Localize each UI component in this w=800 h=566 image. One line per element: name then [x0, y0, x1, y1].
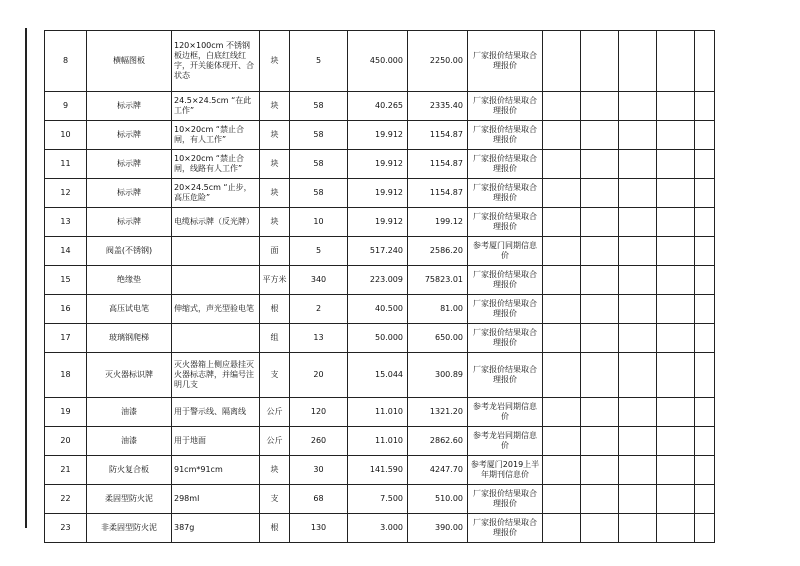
empty-cell	[619, 208, 657, 237]
item-spec	[172, 266, 260, 295]
table-row	[45, 31, 715, 92]
item-name: 柔固型防火泥	[87, 485, 172, 514]
empty-cell	[581, 237, 619, 266]
empty-cell	[543, 208, 581, 237]
item-unit: 公斤	[260, 427, 290, 456]
item-note: 厂家报价结果取合理报价	[468, 208, 543, 237]
item-note: 参考厦门2019上半年期刊信息价	[468, 456, 543, 485]
empty-cell	[695, 31, 715, 92]
empty-cell	[619, 92, 657, 121]
item-name: 玻璃钢爬梯	[87, 324, 172, 353]
item-price: 40.265	[348, 92, 408, 121]
empty-cell	[581, 266, 619, 295]
item-price: 517.240	[348, 237, 408, 266]
item-qty: 58	[290, 121, 348, 150]
item-price: 50.000	[348, 324, 408, 353]
item-unit: 块	[260, 456, 290, 485]
item-qty: 68	[290, 485, 348, 514]
empty-cell	[695, 353, 715, 398]
empty-cell	[619, 295, 657, 324]
empty-cell	[581, 353, 619, 398]
row-number: 22	[45, 485, 87, 514]
empty-cell	[695, 208, 715, 237]
item-name: 防火复合板	[87, 456, 172, 485]
empty-cell	[543, 485, 581, 514]
item-note: 厂家报价结果取合理报价	[468, 353, 543, 398]
item-spec: 387g	[172, 514, 260, 543]
row-number: 12	[45, 179, 87, 208]
item-spec: 20×24.5cm “止步，高压危险”	[172, 179, 260, 208]
item-qty: 20	[290, 353, 348, 398]
item-unit: 块	[260, 150, 290, 179]
empty-cell	[543, 121, 581, 150]
item-note: 厂家报价结果取合理报价	[468, 121, 543, 150]
empty-cell	[581, 427, 619, 456]
empty-cell	[581, 295, 619, 324]
empty-cell	[695, 121, 715, 150]
empty-cell	[695, 295, 715, 324]
item-amount: 2250.00	[408, 31, 468, 92]
item-note: 厂家报价结果取合理报价	[468, 514, 543, 543]
empty-cell	[657, 237, 695, 266]
table-row	[45, 353, 715, 398]
empty-cell	[657, 92, 695, 121]
empty-cell	[543, 266, 581, 295]
item-name: 绝缘垫	[87, 266, 172, 295]
table-row	[45, 92, 715, 121]
item-qty: 5	[290, 31, 348, 92]
item-spec: 灭火器箱上侧应悬挂灭火器标志牌，并编号注明几支	[172, 353, 260, 398]
item-price: 11.010	[348, 398, 408, 427]
empty-cell	[581, 92, 619, 121]
empty-cell	[695, 398, 715, 427]
item-unit: 面	[260, 237, 290, 266]
item-unit: 块	[260, 179, 290, 208]
item-amount: 390.00	[408, 514, 468, 543]
empty-cell	[581, 324, 619, 353]
empty-cell	[543, 31, 581, 92]
item-spec: 120×100cm 不锈钢板边框，白底红线红字，开关能体现开、合状态	[172, 31, 260, 92]
item-amount: 650.00	[408, 324, 468, 353]
row-number: 16	[45, 295, 87, 324]
item-unit: 支	[260, 353, 290, 398]
empty-cell	[581, 121, 619, 150]
table-body	[45, 31, 715, 543]
item-price: 19.912	[348, 179, 408, 208]
row-number: 15	[45, 266, 87, 295]
empty-cell	[543, 150, 581, 179]
item-note: 厂家报价结果取合理报价	[468, 485, 543, 514]
empty-cell	[619, 353, 657, 398]
empty-cell	[619, 31, 657, 92]
empty-cell	[619, 179, 657, 208]
item-name: 阀盖(不锈钢)	[87, 237, 172, 266]
item-qty: 58	[290, 150, 348, 179]
item-price: 7.500	[348, 485, 408, 514]
item-spec: 10×20cm “禁止合闸，有人工作”	[172, 121, 260, 150]
empty-cell	[619, 485, 657, 514]
item-amount: 1154.87	[408, 121, 468, 150]
empty-cell	[695, 266, 715, 295]
empty-cell	[619, 456, 657, 485]
empty-cell	[619, 398, 657, 427]
row-number: 14	[45, 237, 87, 266]
row-number: 21	[45, 456, 87, 485]
item-price: 40.500	[348, 295, 408, 324]
item-unit: 根	[260, 514, 290, 543]
empty-cell	[657, 398, 695, 427]
table-row	[45, 266, 715, 295]
empty-cell	[581, 514, 619, 543]
price-table	[44, 30, 715, 543]
empty-cell	[695, 237, 715, 266]
item-price: 3.000	[348, 514, 408, 543]
empty-cell	[619, 324, 657, 353]
empty-cell	[543, 353, 581, 398]
empty-cell	[695, 179, 715, 208]
empty-cell	[695, 92, 715, 121]
empty-cell	[657, 353, 695, 398]
empty-cell	[695, 324, 715, 353]
empty-cell	[581, 179, 619, 208]
item-qty: 130	[290, 514, 348, 543]
empty-cell	[619, 514, 657, 543]
item-note: 厂家报价结果取合理报价	[468, 150, 543, 179]
empty-cell	[581, 485, 619, 514]
item-spec: 电缆标示牌（反光牌）	[172, 208, 260, 237]
item-qty: 340	[290, 266, 348, 295]
item-spec	[172, 237, 260, 266]
item-amount: 300.89	[408, 353, 468, 398]
row-number: 13	[45, 208, 87, 237]
empty-cell	[543, 324, 581, 353]
table-row	[45, 514, 715, 543]
table-row	[45, 179, 715, 208]
item-name: 灭火器标识牌	[87, 353, 172, 398]
empty-cell	[543, 427, 581, 456]
item-unit: 公斤	[260, 398, 290, 427]
item-unit: 组	[260, 324, 290, 353]
item-qty: 58	[290, 179, 348, 208]
item-name: 油漆	[87, 427, 172, 456]
item-amount: 1154.87	[408, 150, 468, 179]
item-spec	[172, 324, 260, 353]
item-amount: 81.00	[408, 295, 468, 324]
empty-cell	[581, 150, 619, 179]
empty-cell	[657, 150, 695, 179]
empty-cell	[619, 427, 657, 456]
row-number: 23	[45, 514, 87, 543]
item-note: 参考龙岩同期信息价	[468, 427, 543, 456]
empty-cell	[657, 266, 695, 295]
empty-cell	[543, 398, 581, 427]
item-qty: 2	[290, 295, 348, 324]
empty-cell	[695, 514, 715, 543]
empty-cell	[657, 514, 695, 543]
item-amount: 75823.01	[408, 266, 468, 295]
empty-cell	[543, 295, 581, 324]
item-note: 厂家报价结果取合理报价	[468, 295, 543, 324]
item-amount: 510.00	[408, 485, 468, 514]
table-row	[45, 485, 715, 514]
item-note: 参考龙岩同期信息价	[468, 398, 543, 427]
empty-cell	[657, 179, 695, 208]
empty-cell	[619, 237, 657, 266]
empty-cell	[543, 237, 581, 266]
item-note: 厂家报价结果取合理报价	[468, 324, 543, 353]
table-row	[45, 150, 715, 179]
row-number: 19	[45, 398, 87, 427]
item-qty: 30	[290, 456, 348, 485]
empty-cell	[657, 31, 695, 92]
item-spec: 91cm*91cm	[172, 456, 260, 485]
empty-cell	[657, 324, 695, 353]
table-row	[45, 208, 715, 237]
row-number: 20	[45, 427, 87, 456]
item-name: 横幅图板	[87, 31, 172, 92]
item-amount: 199.12	[408, 208, 468, 237]
table-row	[45, 237, 715, 266]
row-number: 18	[45, 353, 87, 398]
item-spec: 用于地面	[172, 427, 260, 456]
item-unit: 块	[260, 121, 290, 150]
item-price: 141.590	[348, 456, 408, 485]
empty-cell	[619, 266, 657, 295]
row-number: 8	[45, 31, 87, 92]
item-spec: 10×20cm “禁止合闸，线路有人工作”	[172, 150, 260, 179]
row-number: 10	[45, 121, 87, 150]
item-note: 参考厦门同期信息价	[468, 237, 543, 266]
empty-cell	[657, 208, 695, 237]
item-spec: 用于警示线、隔离线	[172, 398, 260, 427]
item-spec: 伸缩式，声光型验电笔	[172, 295, 260, 324]
item-unit: 根	[260, 295, 290, 324]
item-note: 厂家报价结果取合理报价	[468, 92, 543, 121]
item-name: 油漆	[87, 398, 172, 427]
table-row	[45, 398, 715, 427]
item-amount: 2335.40	[408, 92, 468, 121]
item-amount: 2862.60	[408, 427, 468, 456]
table-row	[45, 427, 715, 456]
item-unit: 块	[260, 92, 290, 121]
item-price: 15.044	[348, 353, 408, 398]
empty-cell	[543, 179, 581, 208]
item-unit: 块	[260, 31, 290, 92]
empty-cell	[695, 485, 715, 514]
item-unit: 支	[260, 485, 290, 514]
table-row	[45, 121, 715, 150]
item-qty: 58	[290, 92, 348, 121]
empty-cell	[581, 456, 619, 485]
item-price: 19.912	[348, 121, 408, 150]
empty-cell	[695, 456, 715, 485]
item-name: 非柔固型防火泥	[87, 514, 172, 543]
table-row	[45, 295, 715, 324]
item-note: 厂家报价结果取合理报价	[468, 31, 543, 92]
empty-cell	[543, 514, 581, 543]
empty-cell	[619, 150, 657, 179]
empty-cell	[581, 31, 619, 92]
item-unit: 平方米	[260, 266, 290, 295]
item-price: 19.912	[348, 150, 408, 179]
empty-cell	[695, 427, 715, 456]
empty-cell	[657, 456, 695, 485]
item-qty: 260	[290, 427, 348, 456]
binding-rule	[25, 28, 27, 528]
empty-cell	[657, 427, 695, 456]
table-row	[45, 324, 715, 353]
empty-cell	[657, 295, 695, 324]
item-amount: 1321.20	[408, 398, 468, 427]
empty-cell	[657, 485, 695, 514]
item-name: 标示牌	[87, 179, 172, 208]
row-number: 11	[45, 150, 87, 179]
row-number: 9	[45, 92, 87, 121]
empty-cell	[657, 121, 695, 150]
item-note: 厂家报价结果取合理报价	[468, 179, 543, 208]
item-amount: 1154.87	[408, 179, 468, 208]
table-row	[45, 456, 715, 485]
item-price: 223.009	[348, 266, 408, 295]
item-spec: 298ml	[172, 485, 260, 514]
item-price: 19.912	[348, 208, 408, 237]
item-name: 标示牌	[87, 208, 172, 237]
empty-cell	[543, 92, 581, 121]
empty-cell	[581, 208, 619, 237]
item-name: 高压试电笔	[87, 295, 172, 324]
item-name: 标示牌	[87, 121, 172, 150]
item-amount: 2586.20	[408, 237, 468, 266]
item-price: 450.000	[348, 31, 408, 92]
item-qty: 10	[290, 208, 348, 237]
row-number: 17	[45, 324, 87, 353]
item-spec: 24.5×24.5cm “在此工作”	[172, 92, 260, 121]
item-name: 标示牌	[87, 150, 172, 179]
empty-cell	[543, 456, 581, 485]
item-note: 厂家报价结果取合理报价	[468, 266, 543, 295]
item-price: 11.010	[348, 427, 408, 456]
item-qty: 5	[290, 237, 348, 266]
item-name: 标示牌	[87, 92, 172, 121]
item-qty: 120	[290, 398, 348, 427]
empty-cell	[619, 121, 657, 150]
empty-cell	[695, 150, 715, 179]
item-unit: 块	[260, 208, 290, 237]
item-amount: 4247.70	[408, 456, 468, 485]
item-qty: 13	[290, 324, 348, 353]
empty-cell	[581, 398, 619, 427]
